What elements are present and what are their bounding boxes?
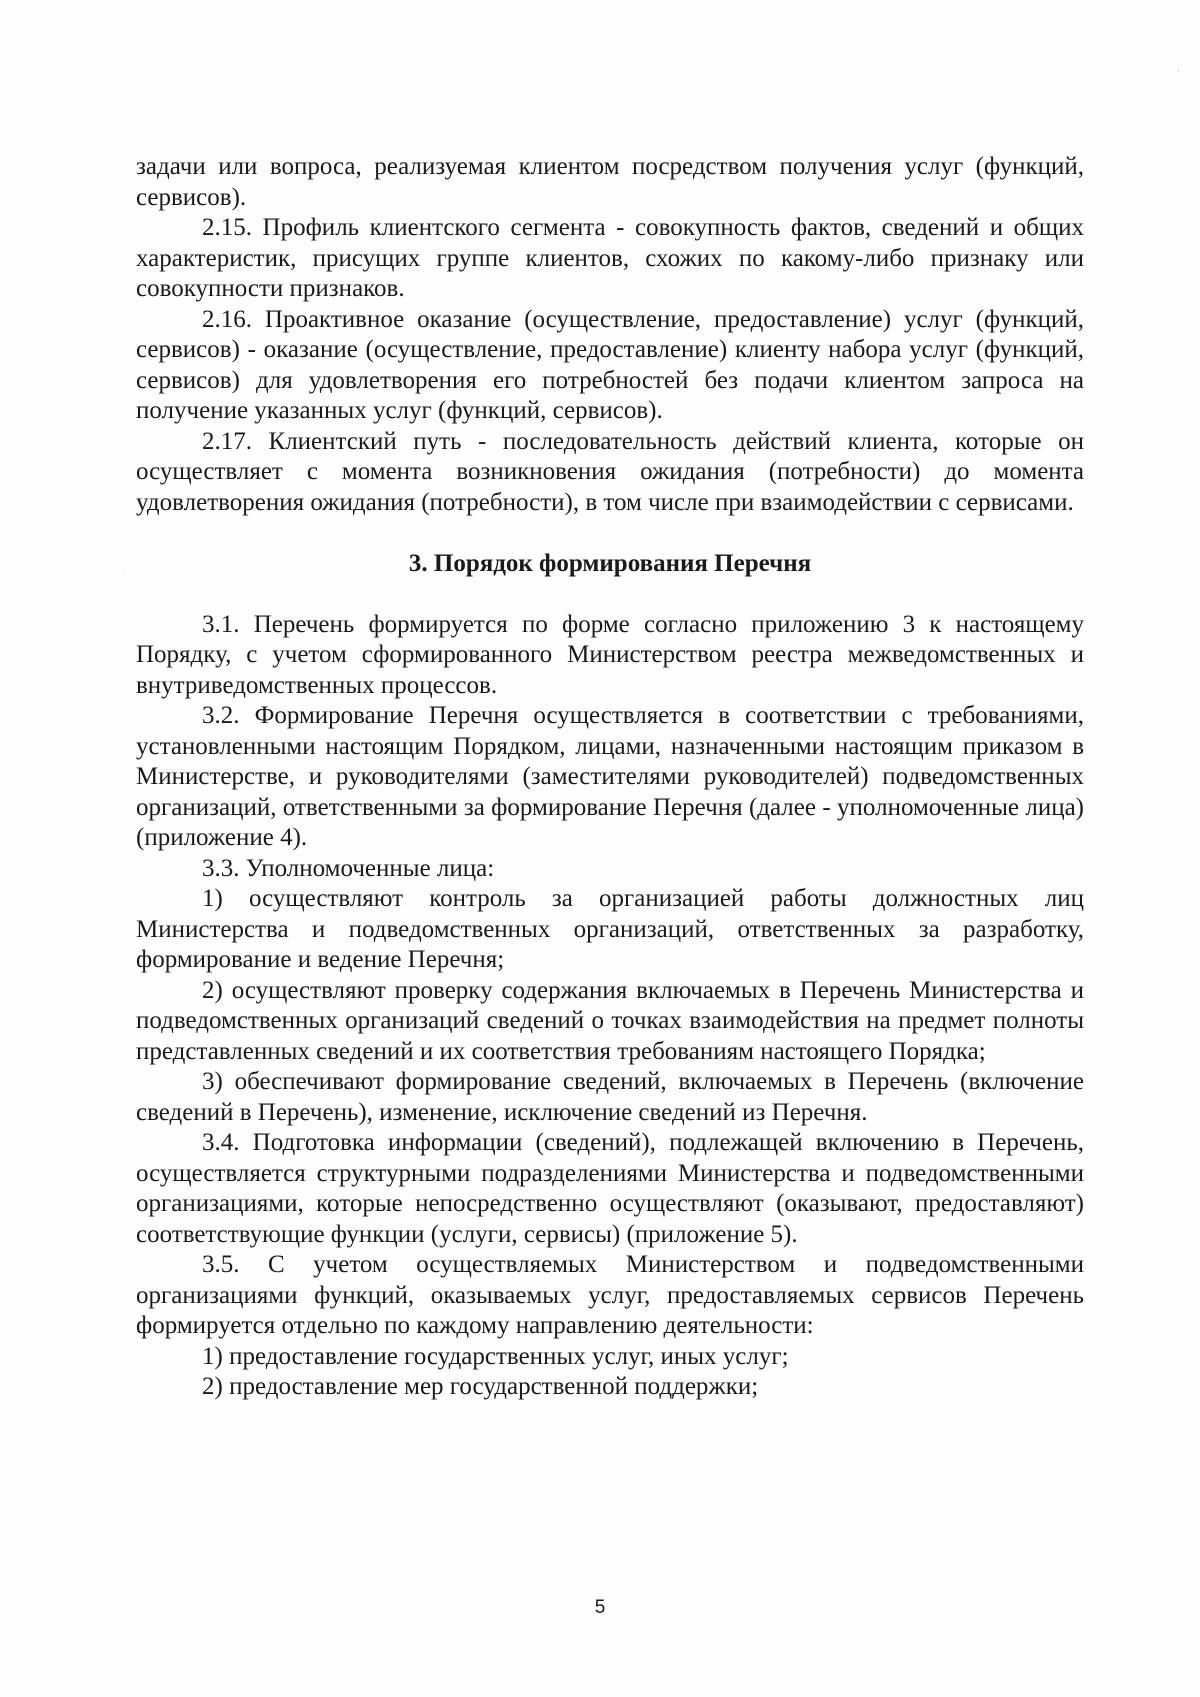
paragraph-continuation: задачи или вопроса, реализуемая клиентом посредством получения услуг (функций, сервисов). xyxy=(136,153,1084,211)
page-number: 5 xyxy=(594,1597,606,1618)
list-item-3-3-1: 1) осуществляют контроль за организацией работы должностных лиц Министерства и подведомственных организаций, ответственных за разработку, формирование и ведение Перечня; xyxy=(136,885,1084,973)
list-item-3-5-1: 1) предоставление государственных услуг, иных услуг; xyxy=(202,1342,789,1370)
document-body xyxy=(136,152,1084,1403)
scan-artifact-mark xyxy=(124,570,125,572)
paragraph-2-17: 2.17. Клиентский путь - последовательность действий клиента, которые он осуществляет с момента возникновения ожидания (потребности) до момента удовлетворения ожидания (потребности), в том числе при взаимодействии с сервисами. xyxy=(136,427,1084,516)
paragraph-2-15: 2.15. Профиль клиентского сегмента - совокупность фактов, сведений и общих характеристик, присущих группе клиентов, схожих по какому-либо признаку или совокупности признаков. xyxy=(136,214,1084,302)
section-heading: 3. Порядок формирования Перечня xyxy=(408,550,812,577)
paragraph-3-4: 3.4. Подготовка информации (сведений), подлежащей включению в Перечень, осуществляется структурными подразделениями Министерства и подведомственными организациями, которые непосредственно осуществляют (оказывают, предоставляют) соответствующие функции (услуги, сервисы) (приложение 5). xyxy=(136,1129,1084,1248)
paragraph-3-3: 3.3. Уполномоченные лица: xyxy=(202,854,495,882)
list-item-3-5-2: 2) предоставление мер государственной поддержки; xyxy=(202,1373,759,1400)
list-item-3-3-2: 2) осуществляют проверку содержания включаемых в Перечень Министерства и подведомственных организаций сведений о точках взаимодействия на предмет полноты представленных сведений и их соответствия требованиям настоящего Порядка; xyxy=(136,976,1084,1065)
paragraph-3-2: 3.2. Формирование Перечня осуществляется в соответствии с требованиями, установленными настоящим Порядком, лицами, назначенными настоящим приказом в Министерстве, и руководителями (заместителями руководителей) подведомственных организаций, ответственными за формирование Перечня (далее - уполномоченные лица) (приложение 4). xyxy=(136,702,1084,851)
scan-artifact-mark xyxy=(1178,70,1179,72)
paragraph-3-1: 3.1. Перечень формируется по форме согласно приложению 3 к настоящему Порядку, с учетом сформированного Министерством реестра межведомственных и внутриведомственных процессов. xyxy=(136,610,1084,699)
list-item-3-3-3: 3) обеспечивают формирование сведений, включаемых в Перечень (включение сведений в Перечень), изменение, исключение сведений из Перечня. xyxy=(136,1068,1084,1126)
paragraph-3-5: 3.5. С учетом осуществляемых Министерством и подведомственными организациями функций, оказываемых услуг, предоставляемых сервисов Перечень формируется отдельно по каждому направлению деятельности: xyxy=(136,1251,1084,1339)
paragraph-2-16: 2.16. Проактивное оказание (осуществление, предоставление) услуг (функций, сервисов) - оказание (осуществление, предоставление) клиенту набора услуг (функций, сервисов) для удовлетворения его потребностей без подачи клиентом запроса на получение указанных услуг (функций, сервисов). xyxy=(136,305,1084,424)
